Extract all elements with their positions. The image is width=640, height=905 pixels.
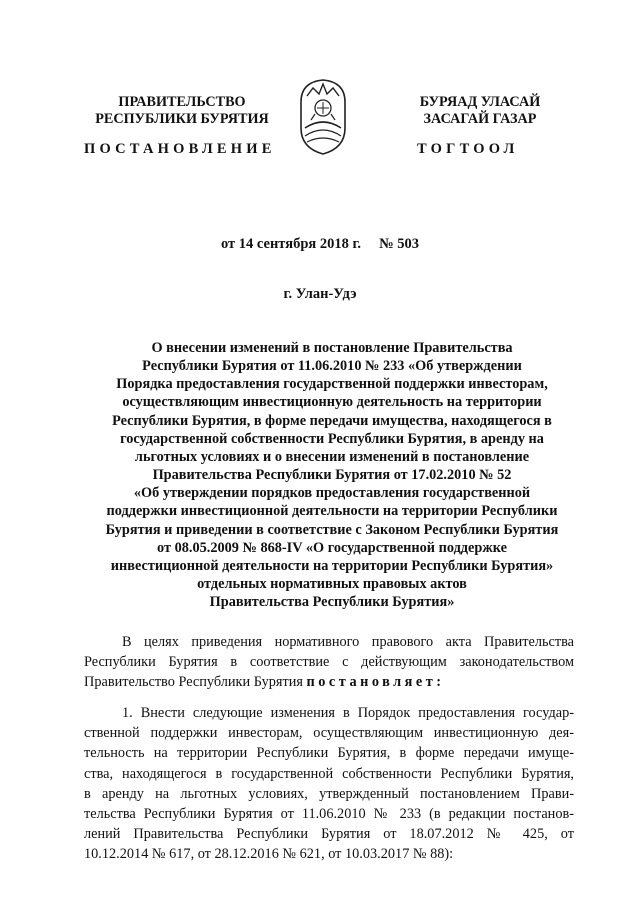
- doc-type-right: ТОГТООЛ: [417, 141, 519, 157]
- title-line: инвестиционной деятельности на территории Республики Бурятия»: [110, 557, 554, 574]
- paragraph-line: лений Правительства Республики Бурятия от 18.07.2012 № 425, от: [84, 826, 574, 843]
- title-line: государственной собственности Республики Бурятия, в аренду на: [120, 430, 544, 447]
- title-line: Правительства Республики Бурятия от 17.02.2010 № 52: [152, 467, 512, 484]
- header-left-line: ПРАВИТЕЛЬСТВО: [118, 94, 246, 110]
- title-line: Правительства Республики Бурятия»: [209, 594, 455, 611]
- title-line: осуществляющим инвестиционную деятельность на территории: [122, 394, 542, 411]
- paragraph-line: В целях приведения нормативного правового акта Правительства: [122, 634, 574, 650]
- paragraph-line: тельства Республики Бурятия от 11.06.2010 № 233 (в редакции постанов-: [84, 806, 574, 823]
- document-date: от 14 сентября 2018 г.: [220, 236, 362, 252]
- document-number: № 503: [379, 236, 420, 252]
- city: г. Улан-Удэ: [283, 286, 357, 302]
- header-left: [82, 94, 282, 128]
- paragraph-line: в аренду на льготных условиях, утвержденный постановлением Прави-: [84, 785, 574, 802]
- preamble-paragraph: [84, 632, 574, 693]
- title-line: льготных условиях и о внесении изменений в постановление: [134, 448, 530, 465]
- doc-type-left: ПОСТАНОВЛЕНИЕ: [84, 141, 276, 157]
- title-line: О внесении изменений в постановление Правительства: [151, 340, 513, 356]
- title-line: от 08.05.2009 № 868-IV «О государственной поддержке: [157, 539, 507, 556]
- date-line: [0, 236, 640, 253]
- paragraph-line: 10.12.2014 № 617, от 28.12.2016 № 621, от 10.03.2017 № 88):: [84, 846, 454, 863]
- paragraph-line: 1. Внести следующие изменения в Порядок предоставления государ-: [122, 705, 574, 721]
- paragraph-line: Республики Бурятия в соответствие с действующим законодательством: [84, 654, 574, 671]
- coat-of-arms-icon: [297, 78, 349, 156]
- header-right-line: БУРЯАД УЛАСАЙ: [419, 94, 541, 110]
- title-line: отдельных нормативных правовых актов: [197, 576, 467, 593]
- document-title: [90, 339, 574, 611]
- title-line: Республики Бурятия, в форме передачи имущества, находящегося в: [112, 412, 552, 429]
- title-line: поддержки инвестиционной деятельности на территории Республики: [106, 503, 558, 520]
- header-right-line: ЗАСАГАЙ ГАЗАР: [423, 111, 537, 127]
- header-right: [380, 94, 580, 128]
- preamble-subject: Правительство Республики Бурятия: [84, 674, 307, 691]
- title-line: «Об утверждении порядков предоставления государственной: [133, 485, 531, 502]
- header-left-line: РЕСПУБЛИКИ БУРЯТИЯ: [95, 111, 269, 127]
- resolves-word: постановляет:: [306, 674, 445, 691]
- title-line: Порядка предоставления государственной поддержки инвесторам,: [116, 376, 548, 393]
- item-1-paragraph: [84, 703, 574, 865]
- paragraph-line: тельность на территории Республики Бурятия, в форме передачи имуще-: [84, 745, 574, 762]
- paragraph-line: ственной поддержки инвесторам, осуществляющим инвестиционную дея-: [84, 725, 574, 742]
- title-line: Бурятия и приведении в соответствие с Законом Республики Бурятия: [105, 521, 559, 538]
- paragraph-line: ства, находящегося в государственной собственности Республики Бурятия,: [84, 765, 574, 782]
- paragraph-line: [84, 672, 574, 692]
- title-line: Республики Бурятия от 11.06.2010 № 233 «Об утверждении: [142, 358, 522, 375]
